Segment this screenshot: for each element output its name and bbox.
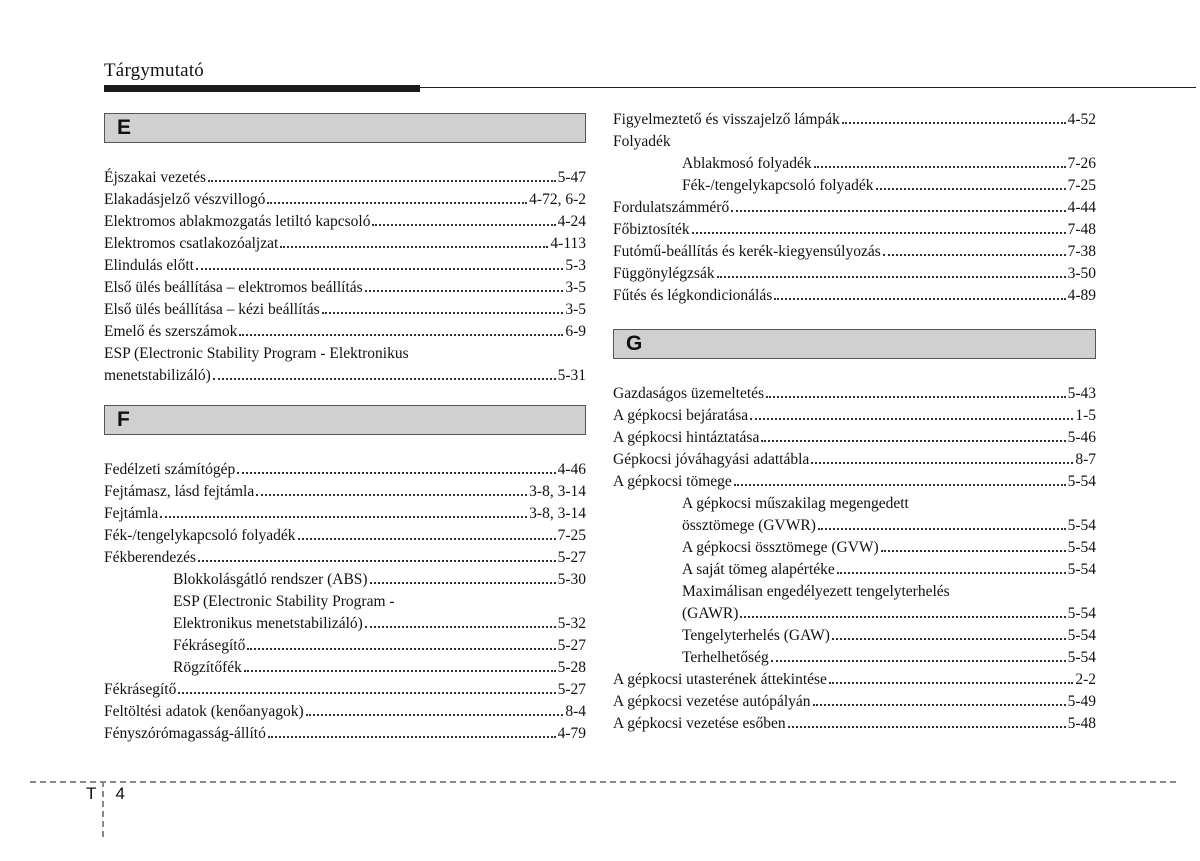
index-term: Főbiztosíték <box>613 221 690 238</box>
dot-leader <box>818 528 1066 530</box>
dot-leader <box>370 582 556 584</box>
page-reference: 3-50 <box>1067 265 1096 282</box>
dot-leader <box>237 472 555 474</box>
index-entry <box>104 547 586 569</box>
page-reference: 4-52 <box>1067 111 1096 128</box>
page-reference: 5-48 <box>1067 715 1096 732</box>
index-entry <box>613 449 1096 471</box>
index-term: Fékberendezés <box>104 549 197 566</box>
page-reference: 5-49 <box>1067 693 1096 710</box>
page-reference: 3-8, 3-14 <box>529 483 586 500</box>
page-reference: 5-30 <box>557 571 586 588</box>
index-entry-list <box>613 383 1096 735</box>
index-entry <box>104 343 586 365</box>
page-reference: 5-43 <box>1067 385 1096 402</box>
dot-leader <box>750 418 1073 420</box>
dot-leader <box>213 378 556 380</box>
page-reference: 5-54 <box>1067 649 1096 666</box>
page-reference: 5-54 <box>1067 517 1096 534</box>
index-term: Fényszórómagasság-állító <box>104 725 266 742</box>
index-subentry <box>613 175 1096 197</box>
dot-leader <box>298 538 556 540</box>
dot-leader <box>365 626 556 628</box>
page-reference: 7-26 <box>1067 155 1096 172</box>
dot-leader <box>280 246 548 248</box>
dot-leader <box>788 726 1066 728</box>
page-reference: 7-25 <box>1067 177 1096 194</box>
index-term: A gépkocsi hintáztatása <box>613 429 760 446</box>
page-reference: 4-89 <box>1067 287 1096 304</box>
dot-leader <box>881 550 1066 552</box>
index-term: Rögzítőfék <box>173 659 242 676</box>
index-term: Futómű-beállítás és kerék-kiegyensúlyozás <box>613 243 881 260</box>
index-term: Fűtés és légkondicionálás <box>613 287 773 304</box>
page-reference: 5-27 <box>557 681 586 698</box>
index-term: menetstabilizáló) <box>104 367 211 384</box>
index-entry <box>104 321 586 343</box>
page-reference: 5-47 <box>557 169 586 186</box>
dot-leader <box>813 704 1066 706</box>
dot-leader <box>268 736 556 738</box>
dot-leader <box>178 692 555 694</box>
index-entry <box>613 219 1096 241</box>
index-entry <box>104 255 586 277</box>
index-entry <box>104 189 586 211</box>
index-term: A gépkocsi utasterének áttekintése <box>613 671 827 688</box>
index-entry <box>104 233 586 255</box>
section-letter-header: G <box>613 329 1096 359</box>
dot-leader <box>196 268 563 270</box>
index-term: Emelő és szerszámok <box>104 323 238 340</box>
index-subentry <box>104 569 586 591</box>
page-reference: 2-2 <box>1075 671 1096 688</box>
index-subentry <box>613 581 1096 603</box>
index-subentry <box>613 153 1096 175</box>
index-term: Maximálisan engedélyezett tengelyterhelés <box>682 583 950 600</box>
index-entry <box>613 383 1096 405</box>
dot-leader <box>322 312 564 314</box>
dot-leader <box>198 560 555 562</box>
index-term: Elakadásjelző vészvillogó <box>104 191 266 208</box>
index-subentry <box>104 657 586 679</box>
index-term: össztömege (GVWR) <box>682 517 816 534</box>
dot-leader <box>208 180 556 182</box>
dot-leader <box>239 334 563 336</box>
page-reference: 5-3 <box>565 257 586 274</box>
dot-leader <box>267 202 527 204</box>
index-entry-list <box>613 109 1096 307</box>
index-term: Fék-/tengelykapcsoló folyadék <box>682 177 874 194</box>
index-term: Éjszakai vezetés <box>104 169 206 186</box>
index-entry <box>104 211 586 233</box>
page-reference: 4-72, 6-2 <box>529 191 586 208</box>
dot-leader <box>771 660 1066 662</box>
page-reference: 7-38 <box>1067 243 1096 260</box>
dot-leader <box>829 682 1073 684</box>
index-entry <box>613 197 1096 219</box>
page-number <box>86 784 125 804</box>
index-entry <box>613 713 1096 735</box>
page-reference: 5-31 <box>557 367 586 384</box>
index-entry <box>104 723 586 745</box>
index-term: A saját tömeg alapértéke <box>682 561 835 578</box>
page-reference: 5-54 <box>1067 627 1096 644</box>
index-entry <box>104 299 586 321</box>
page-reference: 6-9 <box>565 323 586 340</box>
index-term: A gépkocsi műszakilag megengedett <box>682 495 909 512</box>
page-reference: 4-44 <box>1067 199 1096 216</box>
index-term: Fékrásegítő <box>104 681 177 698</box>
index-term: Függönylégzsák <box>613 265 715 282</box>
right-column <box>613 109 1096 735</box>
index-entry <box>613 669 1096 691</box>
index-term: Fék-/tengelykapcsoló folyadék <box>104 527 296 544</box>
page-reference: 3-5 <box>565 279 586 296</box>
index-entry <box>613 263 1096 285</box>
index-term: ESP (Electronic Stability Program - Elektronikus <box>104 345 409 362</box>
dot-leader <box>306 714 564 716</box>
index-term: A gépkocsi vezetése esőben <box>613 715 786 732</box>
dot-leader <box>876 188 1066 190</box>
index-term: Első ülés beállítása – elektromos beállítás <box>104 279 363 296</box>
dot-leader <box>761 440 1065 442</box>
index-term: Fordulatszámmérő <box>613 199 730 216</box>
index-entry <box>104 525 586 547</box>
index-entry <box>104 167 586 189</box>
index-entry <box>613 131 1096 153</box>
index-term: Első ülés beállítása – kézi beállítás <box>104 301 320 318</box>
dot-leader <box>731 210 1065 212</box>
index-entry <box>613 427 1096 449</box>
index-entry-list <box>104 167 586 387</box>
page-reference: 8-7 <box>1075 451 1096 468</box>
page-reference: 5-54 <box>1067 473 1096 490</box>
index-term: (GAWR) <box>682 605 739 622</box>
index-term: Figyelmeztető és visszajelző lámpák <box>613 111 840 128</box>
index-entry <box>613 471 1096 493</box>
index-term: Fedélzeti számítógép <box>104 461 236 478</box>
dot-leader <box>842 122 1066 124</box>
index-subentry <box>104 613 586 635</box>
page-reference: 5-46 <box>1067 429 1096 446</box>
footer-divider <box>30 781 1176 783</box>
page-reference: 4-24 <box>557 213 586 230</box>
index-term: Fejtámasz, lásd fejtámla <box>104 483 255 500</box>
dot-leader <box>717 276 1066 278</box>
index-term: A gépkocsi tömege <box>613 473 732 490</box>
index-term: A gépkocsi vezetése autópályán <box>613 693 811 710</box>
index-term: Blokkolásgátló rendszer (ABS) <box>173 571 368 588</box>
index-subentry <box>613 559 1096 581</box>
page-reference: 3-5 <box>565 301 586 318</box>
dot-leader <box>244 670 556 672</box>
dot-leader <box>837 572 1066 574</box>
index-subentry <box>613 647 1096 669</box>
index-entry-list <box>104 459 586 745</box>
index-term: Gazdaságos üzemeltetés <box>613 385 765 402</box>
page-reference: 5-27 <box>557 549 586 566</box>
page-title: Tárgymutató <box>104 60 204 81</box>
page-reference: 5-54 <box>1067 561 1096 578</box>
dot-leader <box>365 290 564 292</box>
index-entry <box>104 503 586 525</box>
index-term: Folyadék <box>613 133 671 150</box>
dot-leader <box>811 462 1073 464</box>
index-entry <box>613 241 1096 263</box>
page-reference: 4-46 <box>557 461 586 478</box>
index-term: Elektronikus menetstabilizáló) <box>173 615 363 632</box>
index-term: Terhelhetőség <box>682 649 769 666</box>
index-entry <box>104 481 586 503</box>
index-entry <box>104 277 586 299</box>
dot-leader <box>740 616 1065 618</box>
page-reference: 4-113 <box>550 235 586 252</box>
dot-leader <box>766 396 1066 398</box>
index-term: Fejtámla <box>104 505 159 522</box>
page-reference: 5-54 <box>1067 539 1096 556</box>
page-number-value: 4 <box>115 784 126 803</box>
index-subentry <box>613 515 1096 537</box>
left-column <box>104 113 586 745</box>
header-accent-bar <box>104 85 420 92</box>
page-reference: 8-4 <box>565 703 586 720</box>
index-term: Elindulás előtt <box>104 257 194 274</box>
index-entry <box>104 701 586 723</box>
page-reference: 7-25 <box>557 527 586 544</box>
dot-leader <box>247 648 555 650</box>
index-term: Gépkocsi jóváhagyási adattábla <box>613 451 810 468</box>
index-subentry <box>613 603 1096 625</box>
dot-leader <box>832 638 1066 640</box>
page-reference: 5-28 <box>557 659 586 676</box>
index-term: Ablakmosó folyadék <box>682 155 812 172</box>
index-subentry <box>613 537 1096 559</box>
dot-leader <box>160 516 527 518</box>
dot-leader <box>372 224 555 226</box>
page-reference: 5-54 <box>1067 605 1096 622</box>
index-entry <box>104 679 586 701</box>
page-section-letter: T <box>86 784 97 803</box>
index-subentry <box>104 591 586 613</box>
index-term: Tengelyterhelés (GAW) <box>682 627 830 644</box>
dot-leader <box>692 232 1066 234</box>
index-entry <box>613 405 1096 427</box>
index-term: Elektromos ablakmozgatás letiltó kapcsoló <box>104 213 371 230</box>
page-reference: 3-8, 3-14 <box>529 505 586 522</box>
index-term: Elektromos csatlakozóaljzat <box>104 235 279 252</box>
page-reference: 5-32 <box>557 615 586 632</box>
dot-leader <box>774 298 1065 300</box>
index-entry <box>104 365 586 387</box>
page-reference: 7-48 <box>1067 221 1096 238</box>
index-term: A gépkocsi össztömege (GVW) <box>682 539 879 556</box>
index-entry <box>104 459 586 481</box>
dot-leader <box>814 166 1066 168</box>
dot-leader <box>734 484 1066 486</box>
index-term: Fékrásegítő <box>173 637 246 654</box>
page-reference: 1-5 <box>1075 407 1096 424</box>
index-term: A gépkocsi bejáratása <box>613 407 749 424</box>
index-term: Feltöltési adatok (kenőanyagok) <box>104 703 304 720</box>
index-entry <box>613 109 1096 131</box>
index-subentry <box>613 625 1096 647</box>
section-letter-header: F <box>104 405 586 435</box>
page-reference: 4-79 <box>557 725 586 742</box>
index-entry <box>613 691 1096 713</box>
index-subentry <box>104 635 586 657</box>
section-letter-header: E <box>104 113 586 143</box>
dot-leader <box>256 494 527 496</box>
page-reference: 5-27 <box>557 637 586 654</box>
index-entry <box>613 285 1096 307</box>
index-term: ESP (Electronic Stability Program - <box>173 593 395 610</box>
index-subentry <box>613 493 1096 515</box>
dot-leader <box>883 254 1066 256</box>
